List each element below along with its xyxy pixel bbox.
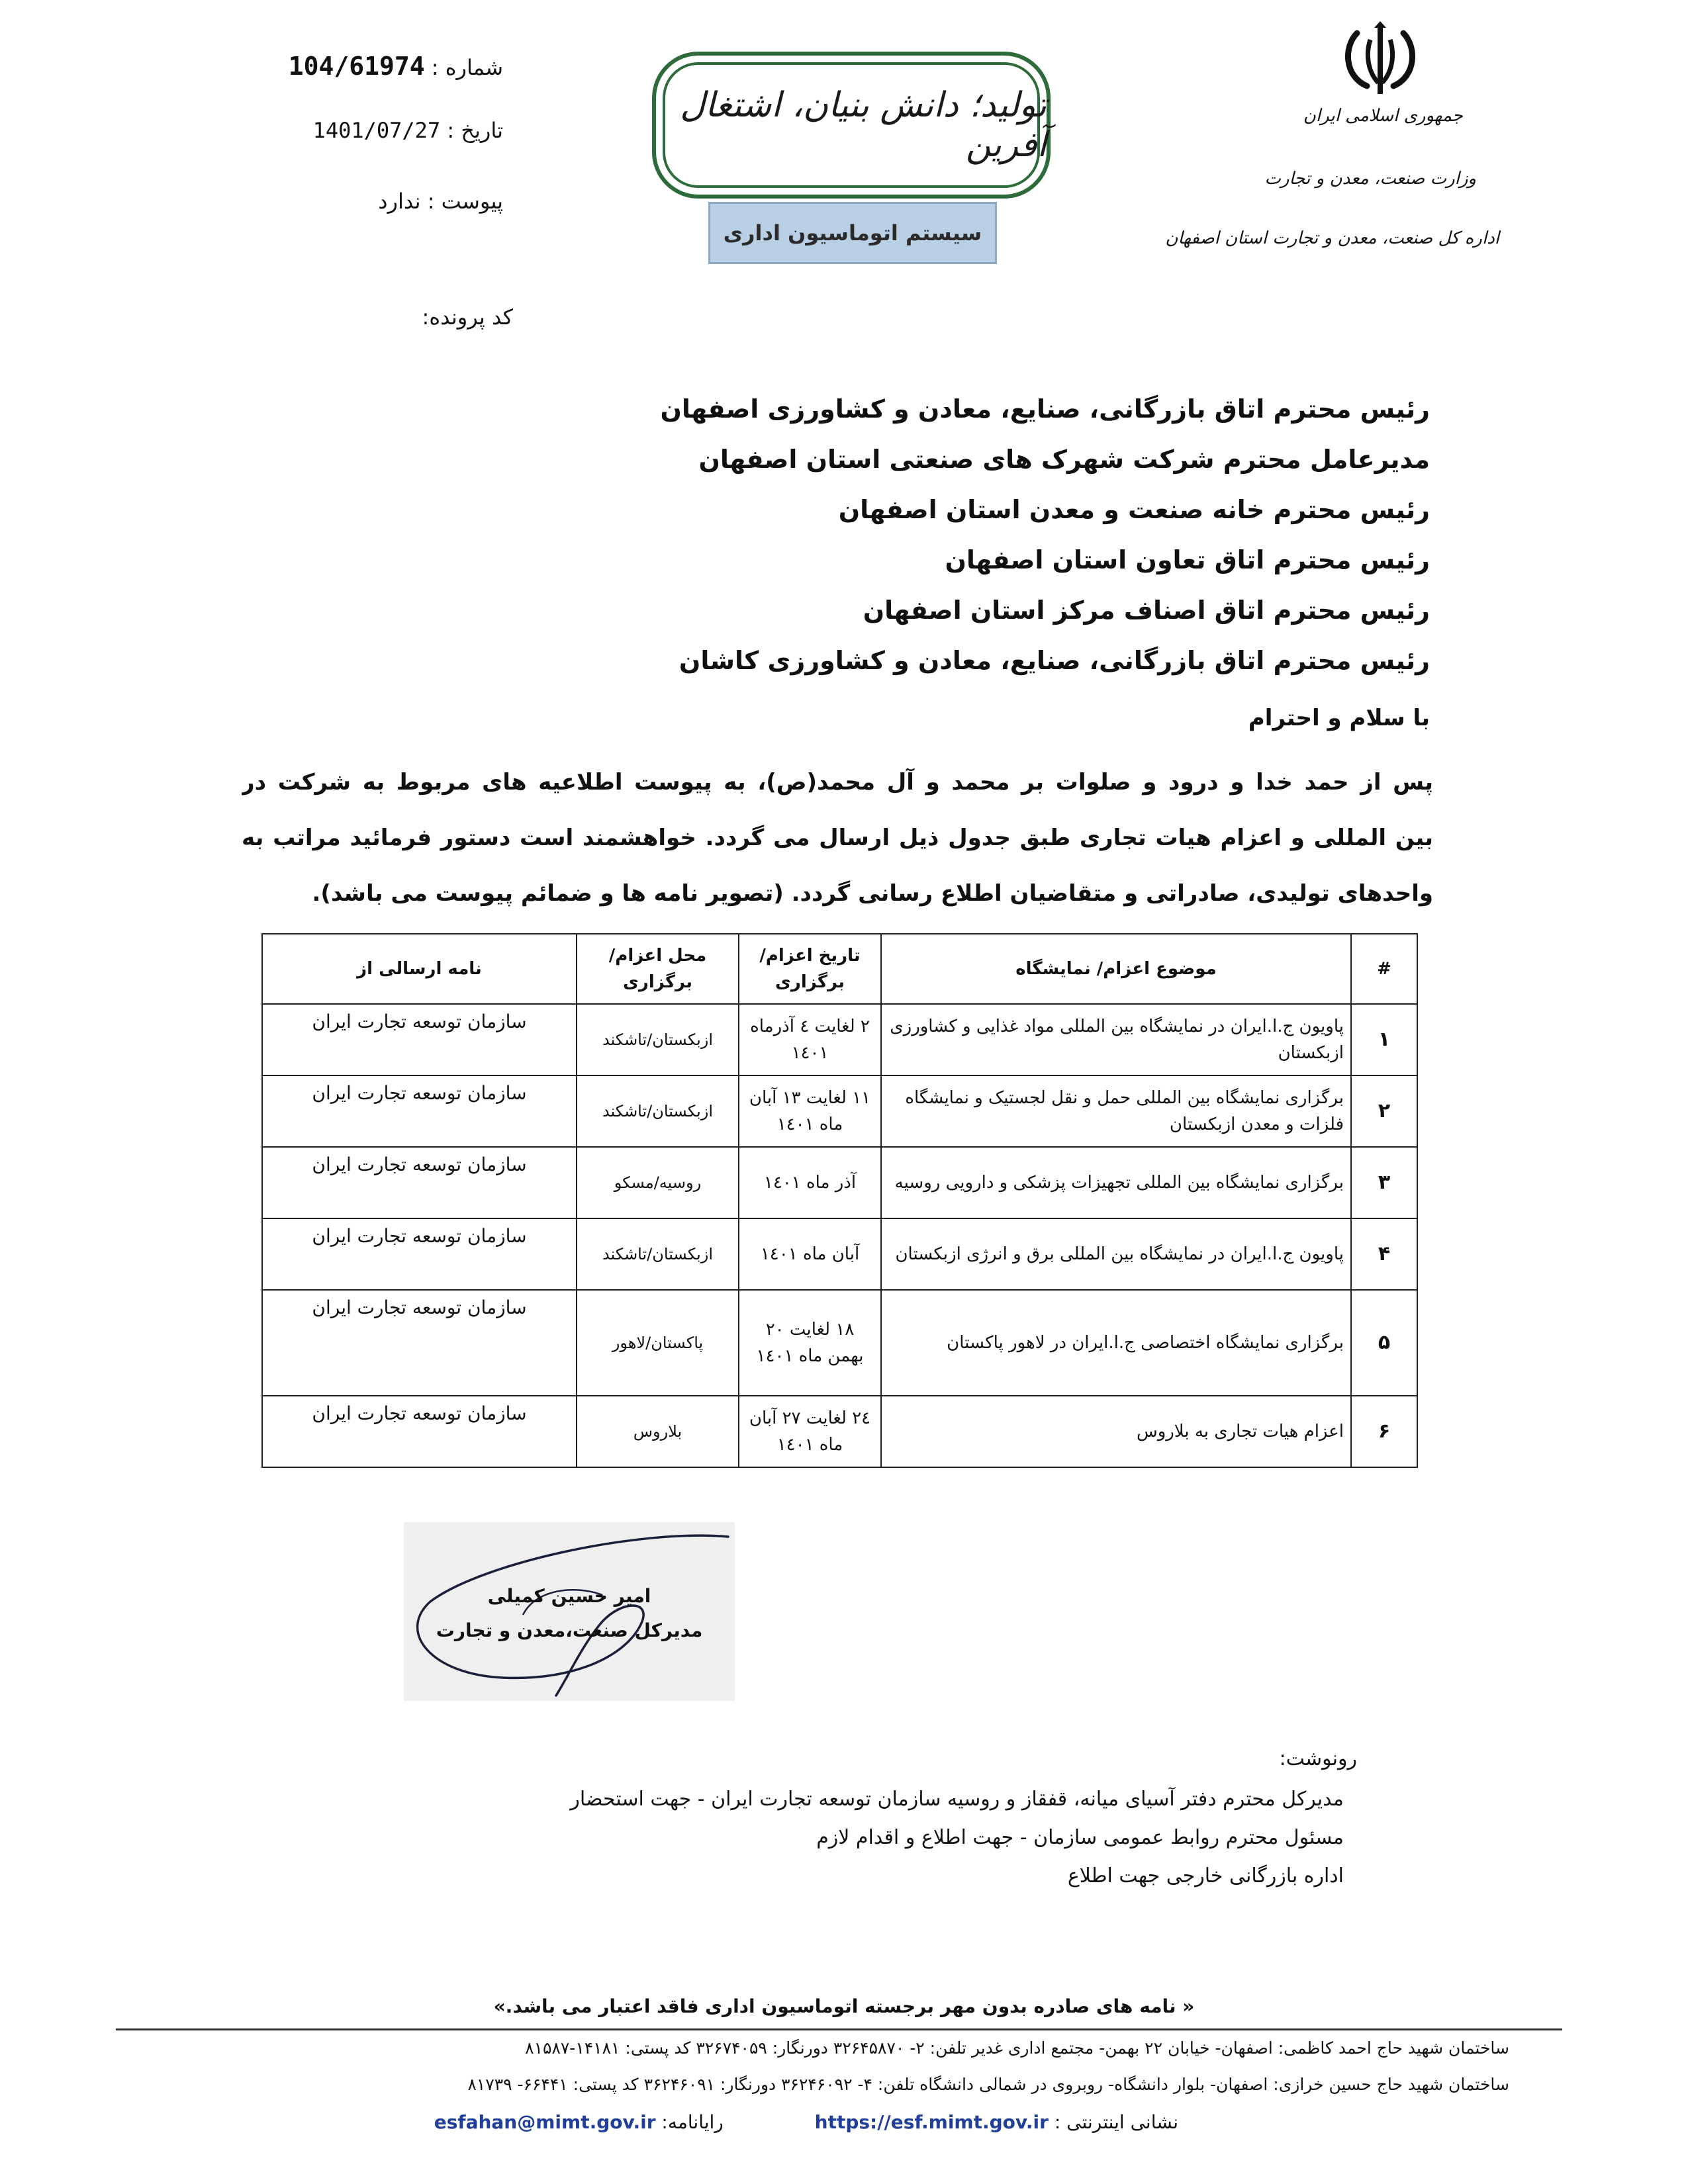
row-num: ۵ [1351,1290,1417,1396]
file-code-label: کد پرونده: [422,304,513,330]
body-line: پس از حمد خدا و درود و صلوات بر محمد و آل محمد(ص)، به پیوست اطلاعیه های مربوط به شرکت در [242,769,1433,796]
row-sender: سازمان توسعه تجارت ایران [262,1004,577,1075]
row-num: ۳ [1351,1147,1417,1218]
org-line-country: جمهوری اسلامی ایران [1303,106,1463,126]
row-sender: سازمان توسعه تجارت ایران [262,1218,577,1290]
signatory-title: مدیرکل صنعت،معدن و تجارت [436,1619,703,1641]
recipient-line: رئیس محترم اتاق بازرگانی، صنایع، معادن و کشاورزی کاشان [679,646,1430,675]
row-sender: سازمان توسعه تجارت ایران [262,1290,577,1396]
copies-list [417,1780,1344,1895]
row-location: ازبکستان/تاشکند [577,1075,739,1147]
recipient-line: رئیس محترم اتاق اصناف مرکز استان اصفهان [863,596,1430,625]
row-date: ۱۱ لغایت ۱۳ آبان ماه ۱٤۰۱ [739,1075,881,1147]
row-num: ۲ [1351,1075,1417,1147]
iran-emblem-icon [1331,20,1430,99]
row-topic: اعزام هیات تجاری به بلاروس [881,1396,1351,1467]
org-line-ministry: وزارت صنعت، معدن و تجارت [1264,169,1476,189]
header-num: # [1351,934,1417,1004]
row-date: آبان ماه ۱٤۰۱ [739,1218,881,1290]
copy-item: اداره بازرگانی خارجی جهت اطلاع [1067,1864,1344,1888]
copy-item: مدیرکل محترم دفتر آسیای میانه، قفقاز و روسیه سازمان توسعه تجارت ایران - جهت استحضار [570,1788,1344,1811]
recipient-line: رئیس محترم خانه صنعت و معدن استان اصفهان [838,495,1430,524]
salutation: با سلام و احترام [1248,705,1430,731]
events-table [261,933,1418,1468]
recipient-line: رئیس محترم اتاق بازرگانی، صنایع، معادن و کشاورزی اصفهان [660,394,1430,424]
row-sender: سازمان توسعه تجارت ایران [262,1075,577,1147]
validity-notice: « نامه های صادره بدون مهر برجسته اتوماسیون اداری فاقد اعتبار می باشد.» [493,1995,1195,2017]
row-location: ازبکستان/تاشکند [577,1218,739,1290]
table-row [262,1396,1417,1467]
address-line-1: ساختمان شهید حاج احمد کاظمی: اصفهان- خیابان ۲۲ بهمن- مجتمع اداری غدیر تلفن: ۲- ۳۲۶۴۵۸۷۰ دورنگار: ۳۲۶۷۴۰۵۹ کد پستی: ۱۴۱۸۱-۸۱۵۸۷ [525,2038,1509,2058]
letter-number-value: 104/61974 [288,52,425,81]
copy-item: مسئول محترم روابط عمومی سازمان - جهت اطلاع و اقدام لازم [816,1826,1344,1849]
letter-number-row [289,52,503,81]
footer-divider [116,2028,1562,2030]
letter-date-value: 1401/07/27 [312,118,441,143]
row-topic: پاویون ج.ا.ایران در نمایشگاه بین المللی برق و انرژی ازبکستان [881,1218,1351,1290]
header-location: محل اعزام/ برگزاری [577,934,739,1004]
letter-date-row [313,118,503,143]
header-topic: موضوع اعزام/ نمایشگاه [881,934,1351,1004]
address-line-2: ساختمان شهید حاج حسین خرازی: اصفهان- بلوار دانشگاه- روبروی در شمالی دانشگاه تلفن: ۴- ۳۶۲۴۶۰۹۲ دورنگار: ۳۶۲۴۶۰۹۱ کد پستی: ۶۶۴۴۱- ۸۱۷۳۹ [467,2075,1509,2094]
row-location: پاکستان/لاهور [577,1290,739,1396]
body-line: واحدهای تولیدی، صادراتی و متقاضیان اطلاع رسانی گردد. (تصویر نامه ها و ضمائم پیوست می باشد). [312,880,1433,907]
slogan-banner [652,52,1051,199]
recipient-line: رئیس محترم اتاق تعاون استان اصفهان [945,545,1430,574]
office-automation-label [708,202,997,264]
website-link[interactable]: https://esf.mimt.gov.ir [814,2111,1049,2133]
row-location: بلاروس [577,1396,739,1467]
row-location: روسیه/مسکو [577,1147,739,1218]
row-num: ۱ [1351,1004,1417,1075]
row-sender: سازمان توسعه تجارت ایران [262,1396,577,1467]
contact-row [434,2111,1178,2133]
letter-date-label: تاریخ : [447,118,503,143]
row-num: ۶ [1351,1396,1417,1467]
handwritten-signature-icon [404,1522,735,1701]
letter-number-label: شماره : [431,55,503,80]
row-date: ۲ لغایت ٤ آذرماه ۱٤۰۱ [739,1004,881,1075]
table-row [262,1290,1417,1396]
office-automation-text: سیستم اتوماسیون اداری [723,220,982,246]
header-sender: نامه ارسالی از [262,934,577,1004]
row-topic: برگزاری نمایشگاه بین المللی تجهیزات پزشکی و دارویی روسیه [881,1147,1351,1218]
row-topic: پاویون ج.ا.ایران در نمایشگاه بین المللی مواد غذایی و کشاورزی ازبکستان [881,1004,1351,1075]
body-line: بین المللی و اعزام هیات تجاری طبق جدول ذیل ارسال می گردد. خواهشمند است دستور فرمائید مراتب به [242,825,1433,851]
row-date: آذر ماه ۱٤۰۱ [739,1147,881,1218]
attachment-row: پیوست : ندارد [378,189,503,214]
row-date: ۱۸ لغایت ۲۰ بهمن ماه ۱٤۰۱ [739,1290,881,1396]
row-topic: برگزاری نمایشگاه اختصاصی ج.ا.ایران در لاهور پاکستان [881,1290,1351,1396]
copies-heading: رونوشت: [1279,1747,1357,1770]
row-num: ۴ [1351,1218,1417,1290]
table-row [262,1218,1417,1290]
table-header-row [262,934,1417,1004]
email-link[interactable]: esfahan@mimt.gov.ir [434,2111,656,2133]
row-sender: سازمان توسعه تجارت ایران [262,1147,577,1218]
row-topic: برگزاری نمایشگاه بین المللی حمل و نقل لجستیک و نمایشگاه فلزات و معدن ازبکستان [881,1075,1351,1147]
org-line-directorate: اداره کل صنعت، معدن و تجارت استان اصفهان [1165,228,1499,248]
table-row [262,1147,1417,1218]
recipient-line: مدیرعامل محترم شرکت شهرک های صنعتی استان اصفهان [698,445,1430,474]
row-date: ۲٤ لغایت ۲۷ آبان ماه ۱٤۰۱ [739,1396,881,1467]
table-row [262,1075,1417,1147]
slogan-text: تولید؛ دانش بنیان، اشتغال آفرین [680,85,1047,165]
row-location: ازبکستان/تاشکند [577,1004,739,1075]
email-label: رایانامه: [661,2111,724,2133]
signatory-name: امیر حسین کمیلی [487,1585,651,1607]
table-row [262,1004,1417,1075]
letter-body [242,754,1433,921]
recipients-block [305,384,1430,686]
header-date: تاریخ اعزام/ برگزاری [739,934,881,1004]
website-label: نشانی اینترنتی : [1054,2111,1178,2133]
